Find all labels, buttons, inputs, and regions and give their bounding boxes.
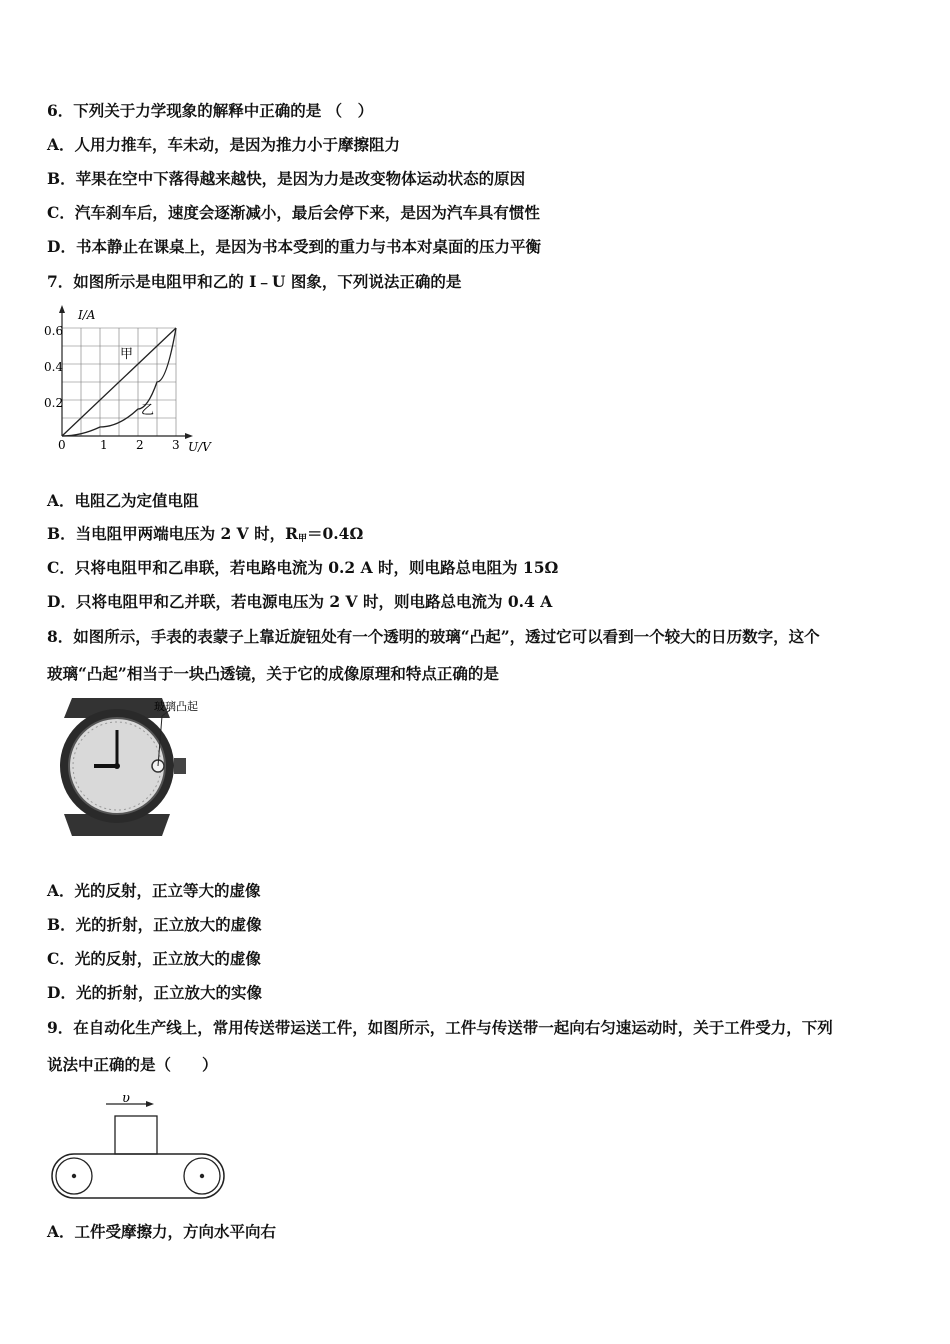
y-tick-label: 0.4 [44,360,64,374]
q8-option-c: C．光的反射，正立放大的虚像 [47,949,261,968]
q9-stem-line2: 说法中正确的是（ ） [47,1055,218,1074]
conveyor-belt [52,1154,224,1198]
q8-stem-line1: 8．如图所示，手表的表蒙子上靠近旋钮处有一个透明的玻璃“凸起”，透过它可以看到一个较大的日历数字，这个 [47,627,820,646]
x-tick-label: 0 [58,438,66,452]
y-axis-arrow [59,305,65,313]
y-tick-label: 0.6 [44,324,64,338]
q7-option-b-value: ＝0.4Ω [307,524,364,543]
q8-option-d: D．光的折射，正立放大的实像 [47,983,262,1002]
iu-graph [40,302,220,460]
q8-option-b: B．光的折射，正立放大的虚像 [47,915,262,934]
right-pulley-axle [200,1174,204,1178]
q9-option-a: A．工件受摩擦力，方向水平向右 [47,1222,277,1241]
q6-stem: 6．下列关于力学现象的解释中正确的是 （ ） [47,101,374,120]
q6-option-b: B．苹果在空中下落得越来越快，是因为力是改变物体运动状态的原因 [47,169,526,188]
x-axis-label: U/V [188,440,211,454]
velocity-arrow-head [146,1101,154,1107]
q6-option-d: D．书本静止在课桌上，是因为书本受到的重力与书本对桌面的压力平衡 [47,237,541,256]
workpiece [115,1116,157,1154]
x-tick-label: 3 [172,438,180,452]
q7-option-c: C．只将电阻甲和乙串联，若电路电流为 0.2 A 时，则电路总电阻为 15Ω [47,558,559,577]
curve-label-jia: 甲 [120,347,134,362]
watch-center-pin [114,763,120,769]
q7-option-b [47,524,910,549]
q7-option-b-text: B．当电阻甲两端电压为 2 V 时，R [47,524,298,543]
x-tick-label: 2 [136,438,144,452]
q7-option-d: D．只将电阻甲和乙并联，若电源电压为 2 V 时，则电路总电流为 0.4 A [47,592,553,611]
watch-figure [50,696,220,841]
q6-option-a: A．人用力推车，车未动，是因为推力小于摩擦阻力 [47,135,401,154]
conveyor-figure [46,1088,230,1204]
q8-option-a: A．光的反射，正立等大的虚像 [47,881,261,900]
q7-stem: 7．如图所示是电阻甲和乙的 I﹣U 图象，下列说法正确的是 [47,272,462,291]
curve-label-yi: 乙 [141,403,155,418]
left-pulley-axle [72,1174,76,1178]
watch-crown-icon [174,758,186,774]
q6-option-c: C．汽车刹车后，速度会逐渐减小，最后会停下来，是因为汽车具有惯性 [47,203,540,222]
q7-option-b-subscript: 甲 [297,534,307,544]
x-axis-arrow [185,433,193,439]
velocity-label: υ [122,1091,130,1106]
q8-stem-line2: 玻璃“凸起”相当于一块凸透镜，关于它的成像原理和特点正确的是 [47,664,499,683]
iu-graph-svg [40,302,220,460]
q9-stem-line1: 9．在自动化生产线上，常用传送带运送工件，如图所示，工件与传送带一起向右匀速运动时，关于工件受力，下列 [47,1018,833,1037]
x-tick-label: 1 [100,438,108,452]
y-axis-label: I/A [78,308,96,322]
watch-figure-svg [50,696,220,841]
glass-bump-label: 玻璃凸起 [154,700,198,713]
conveyor-figure-svg [46,1088,230,1204]
q7-option-a: A．电阻乙为定值电阻 [47,491,199,510]
y-tick-label: 0.2 [44,396,64,410]
